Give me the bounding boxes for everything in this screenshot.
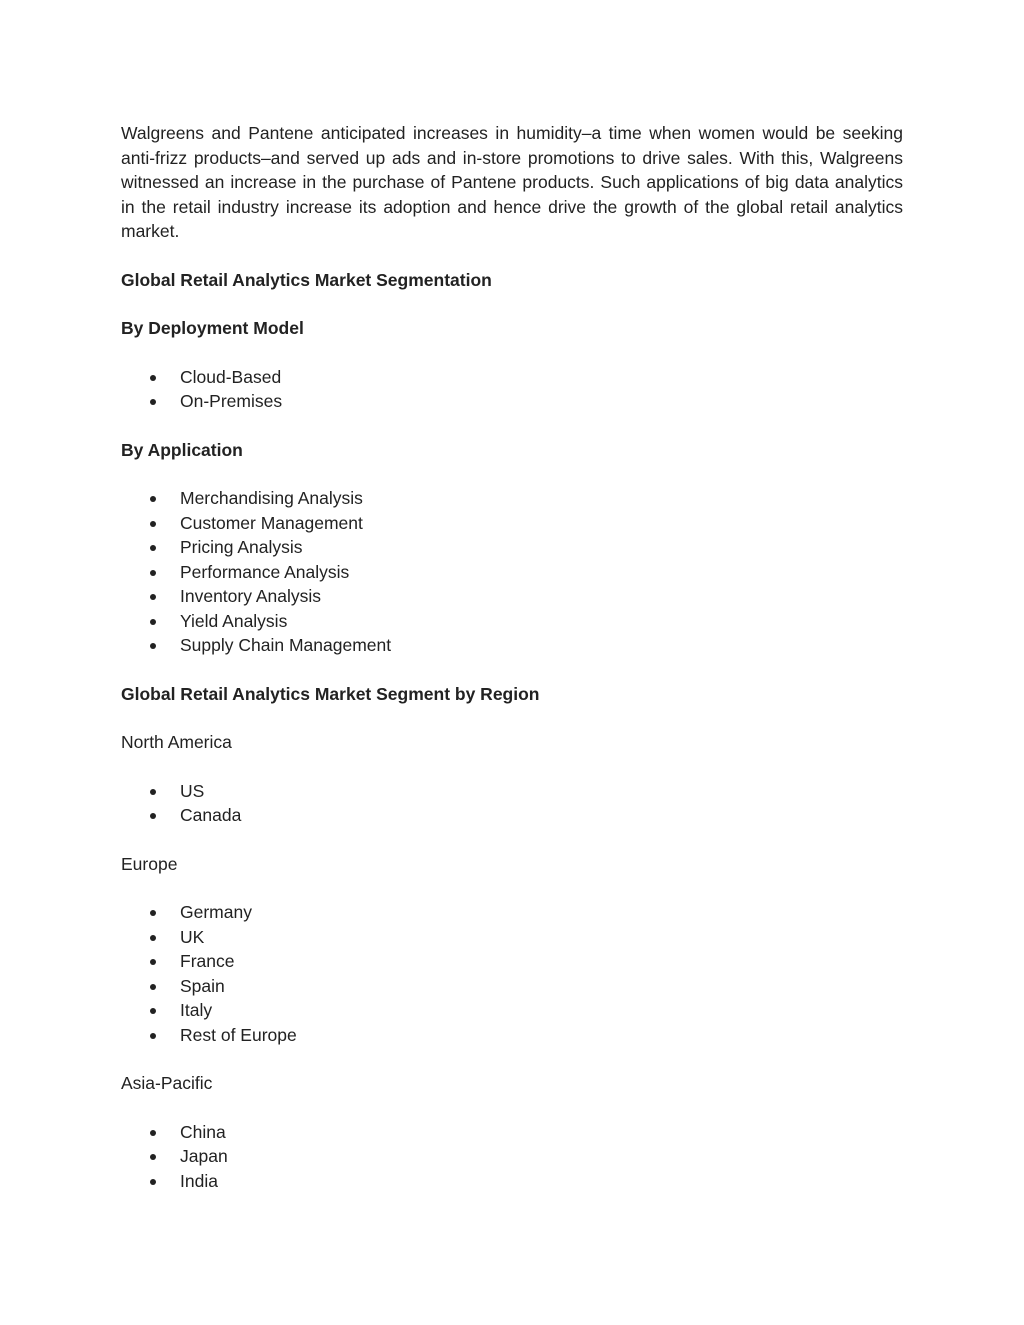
list-item: India bbox=[121, 1169, 903, 1194]
list-item: Germany bbox=[121, 900, 903, 925]
europe-list bbox=[121, 900, 903, 1047]
bullet-icon bbox=[150, 619, 156, 625]
list-item: Performance Analysis bbox=[121, 560, 903, 585]
bullet-icon bbox=[150, 496, 156, 502]
list-item: Japan bbox=[121, 1144, 903, 1169]
list-item: Canada bbox=[121, 803, 903, 828]
bullet-icon bbox=[150, 789, 156, 795]
list-item: Rest of Europe bbox=[121, 1023, 903, 1048]
list-item: Spain bbox=[121, 974, 903, 999]
bullet-icon bbox=[150, 643, 156, 649]
document-page bbox=[121, 121, 903, 1193]
deployment-heading: By Deployment Model bbox=[121, 318, 304, 338]
list-item: US bbox=[121, 779, 903, 804]
bullet-icon bbox=[150, 959, 156, 965]
bullet-icon bbox=[150, 1130, 156, 1136]
deployment-list bbox=[121, 365, 903, 414]
bullet-icon bbox=[150, 594, 156, 600]
europe-heading: Europe bbox=[121, 853, 178, 874]
bullet-icon bbox=[150, 1154, 156, 1160]
bullet-icon bbox=[150, 910, 156, 916]
asia-pacific-list bbox=[121, 1120, 903, 1194]
application-list bbox=[121, 486, 903, 658]
bullet-icon bbox=[150, 545, 156, 551]
list-item: UK bbox=[121, 925, 903, 950]
list-item: Merchandising Analysis bbox=[121, 486, 903, 511]
bullet-icon bbox=[150, 570, 156, 576]
bullet-icon bbox=[150, 984, 156, 990]
list-item: Pricing Analysis bbox=[121, 535, 903, 560]
list-item: Yield Analysis bbox=[121, 609, 903, 634]
region-heading: Global Retail Analytics Market Segment by Region bbox=[121, 683, 540, 704]
bullet-icon bbox=[150, 1179, 156, 1185]
list-item: Cloud-Based bbox=[121, 365, 903, 390]
asia-pacific-heading: Asia-Pacific bbox=[121, 1073, 213, 1093]
application-heading: By Application bbox=[121, 439, 243, 460]
bullet-icon bbox=[150, 1008, 156, 1014]
north-america-list bbox=[121, 779, 903, 828]
north-america-heading: North America bbox=[121, 732, 232, 752]
bullet-icon bbox=[150, 399, 156, 405]
bullet-icon bbox=[150, 935, 156, 941]
list-item: France bbox=[121, 949, 903, 974]
bullet-icon bbox=[150, 813, 156, 819]
intro-paragraph: Walgreens and Pantene anticipated increases in humidity–a time when women would be seeking anti-frizz products–and served up ads and in-store promotions to drive sales. With this, Walgreens witnessed an increase in the purchase of Pantene products. Such applications of big data analytics in the retail industry increase its adoption and hence drive the growth of the global retail analytics market. bbox=[121, 123, 903, 241]
list-item: Italy bbox=[121, 998, 903, 1023]
bullet-icon bbox=[150, 375, 156, 381]
list-item: Inventory Analysis bbox=[121, 584, 903, 609]
bullet-icon bbox=[150, 1033, 156, 1039]
list-item: Supply Chain Management bbox=[121, 633, 903, 658]
list-item: On-Premises bbox=[121, 389, 903, 414]
bullet-icon bbox=[150, 521, 156, 527]
list-item: China bbox=[121, 1120, 903, 1145]
segmentation-heading: Global Retail Analytics Market Segmentation bbox=[121, 269, 492, 290]
list-item: Customer Management bbox=[121, 511, 903, 536]
